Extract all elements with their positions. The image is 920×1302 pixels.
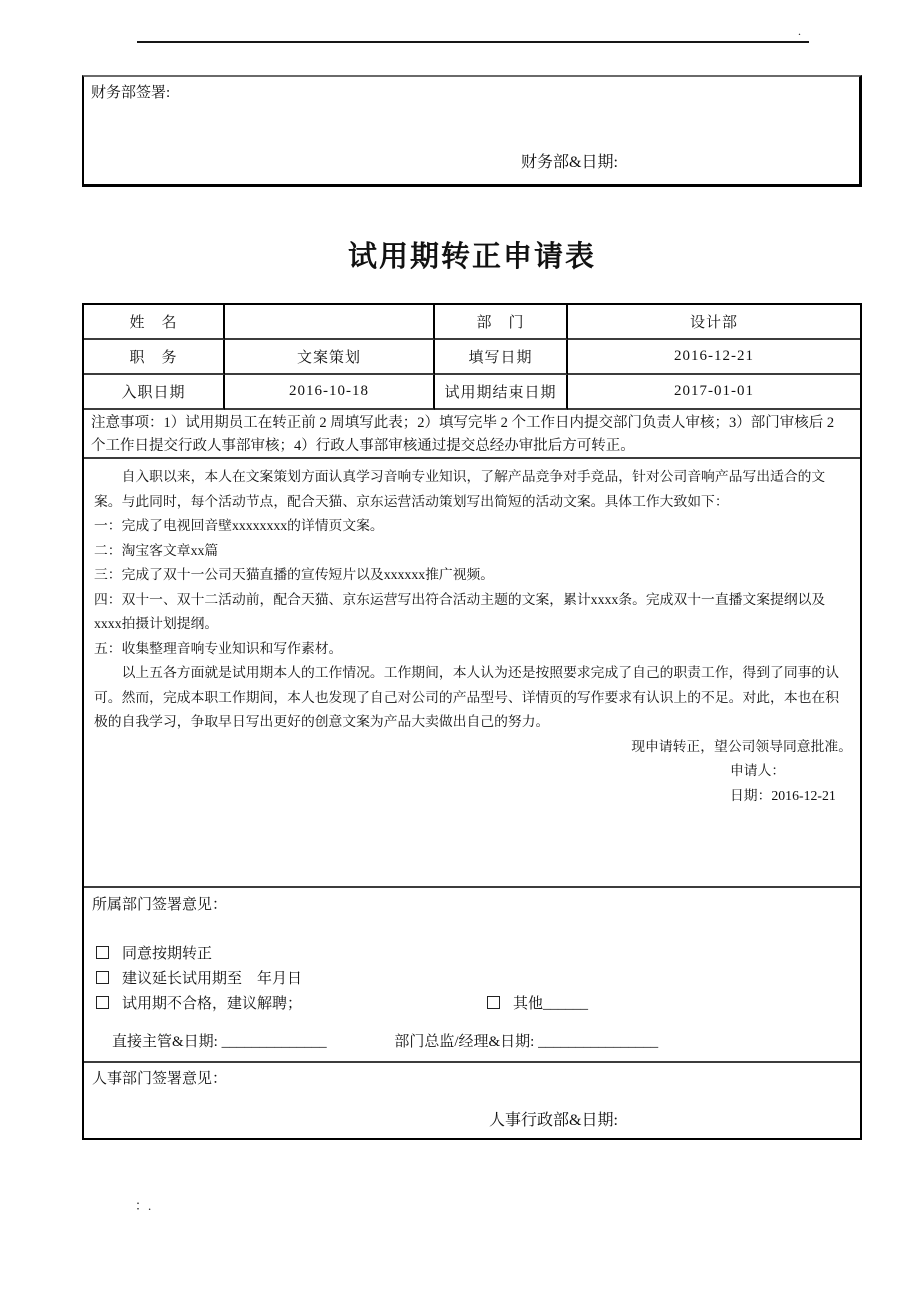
hr-sign-date-label: 人事行政部&日期:: [489, 1112, 618, 1129]
value-name: [225, 305, 435, 340]
info-grid: [84, 305, 860, 410]
department-sign-line: [112, 1031, 852, 1053]
checkbox-dismiss[interactable]: [96, 996, 109, 1009]
value-position: 文案策划: [225, 340, 435, 375]
work-item: 五：收集整理音响专业知识和写作素材。: [94, 640, 343, 656]
option-dismiss-label: 试用期不合格，建议解聘；: [122, 996, 303, 1012]
corner-mark: .: [798, 24, 801, 38]
option-approve-row: [96, 942, 852, 967]
work-item: 二：淘宝客文章xx篇: [94, 542, 219, 558]
manager-date-label: 部门总监/经理&日期:: [394, 1034, 535, 1050]
option-other-label: 其他: [513, 996, 544, 1012]
other-blank-line: ______: [543, 996, 589, 1012]
transfer-request-line: 现申请转正，望公司领导同意批准。: [631, 738, 852, 754]
label-fill-date: 填写日期: [435, 340, 568, 375]
work-item: 三：完成了双十一公司天猫直播的宣传短片以及xxxxxx推广视频。: [94, 567, 495, 582]
option-extend-label: 建议延长试用期至 年月日: [122, 971, 303, 987]
department-opinion-title: 所属部门签署意见：: [92, 897, 228, 913]
work-item: 四：双十一、双十二活动前，配合天猫、京东运营写出符合活动主题的文案，累计xxxx条。完成双十一直播文案提纲以及xxxx拍摄计划提纲。: [94, 591, 826, 631]
finance-signature-box: [82, 75, 862, 187]
page-title: 试用期转正申请表: [347, 241, 596, 273]
option-other-wrap: [487, 992, 588, 1017]
hr-opinion-title: 人事部门签署意见：: [92, 1071, 228, 1087]
finance-section-title: 财务部签署:: [91, 85, 171, 101]
summary-intro: 自入职以来，本人在文案策划方面认真学习音响专业知识，了解产品竞争对手竞品，针对公司音响产品写出适合的文案。与此同时，每个活动节点，配合天猫、京东运营活动策划写出简短的活动文案。具体工作大致如下：: [94, 469, 826, 509]
label-name: 姓 名: [84, 305, 225, 340]
option-approve-label: 同意按期转正: [122, 946, 213, 962]
checkbox-other[interactable]: [487, 996, 500, 1009]
manager-blank-line: ________________: [538, 1034, 659, 1050]
work-item: 一：完成了电视回音壁xxxxxxxx的详情页文案。: [94, 518, 384, 533]
option-dismiss-row: [96, 992, 852, 1017]
value-department: 设计部: [568, 305, 860, 340]
applicant-label: 申请人：: [730, 763, 786, 778]
summary-conclusion: 以上五各方面就是试用期本人的工作情况。工作期间，本人认为还是按照要求完成了自己的职责工作，得到了同事的认可。然而，完成本职工作期间，本人也发现了自己对公司的产品型号、详情页的写作要求有认识上的不足。对此，本也在积极的自我学习，争取早日写出更好的创意文案为产品大卖做出自己的努力。: [94, 665, 840, 729]
applicant-date: 日期：2016-12-21: [730, 787, 836, 803]
footer-mark: ：.: [135, 1198, 152, 1213]
option-list: [92, 942, 852, 1017]
supervisor-date-label: 直接主管&日期:: [112, 1034, 218, 1050]
finance-sign-date-label: 财务部&日期:: [521, 154, 618, 171]
label-hire-date: 入职日期: [84, 375, 225, 410]
checkbox-approve[interactable]: [96, 946, 109, 959]
notice-text: 注意事项：1）试用期员工在转正前 2 周填写此表；2）填写完毕 2 个工作日内提交部门负责人审核；3）部门审核后 2 个工作日提交行政人事部审核；4）行政人事部审核通过提交总经办审批后方可转正。: [84, 410, 860, 459]
hr-opinion-cell: [84, 1063, 860, 1138]
work-summary-cell: [84, 459, 860, 888]
department-opinion-cell: [84, 888, 860, 1063]
checkbox-extend[interactable]: [96, 971, 109, 984]
label-position: 职 务: [84, 340, 225, 375]
applicant-block: [730, 759, 852, 808]
option-extend-row: [96, 967, 852, 992]
application-form-table: [82, 303, 862, 1140]
header-rule: [137, 41, 809, 43]
supervisor-blank-line: ______________: [221, 1034, 327, 1050]
value-probation-end-date: 2017-01-01: [568, 375, 860, 410]
value-hire-date: 2016-10-18: [225, 375, 435, 410]
value-fill-date: 2016-12-21: [568, 340, 860, 375]
label-department: 部 门: [435, 305, 568, 340]
label-probation-end-date: 试用期结束日期: [435, 375, 568, 410]
